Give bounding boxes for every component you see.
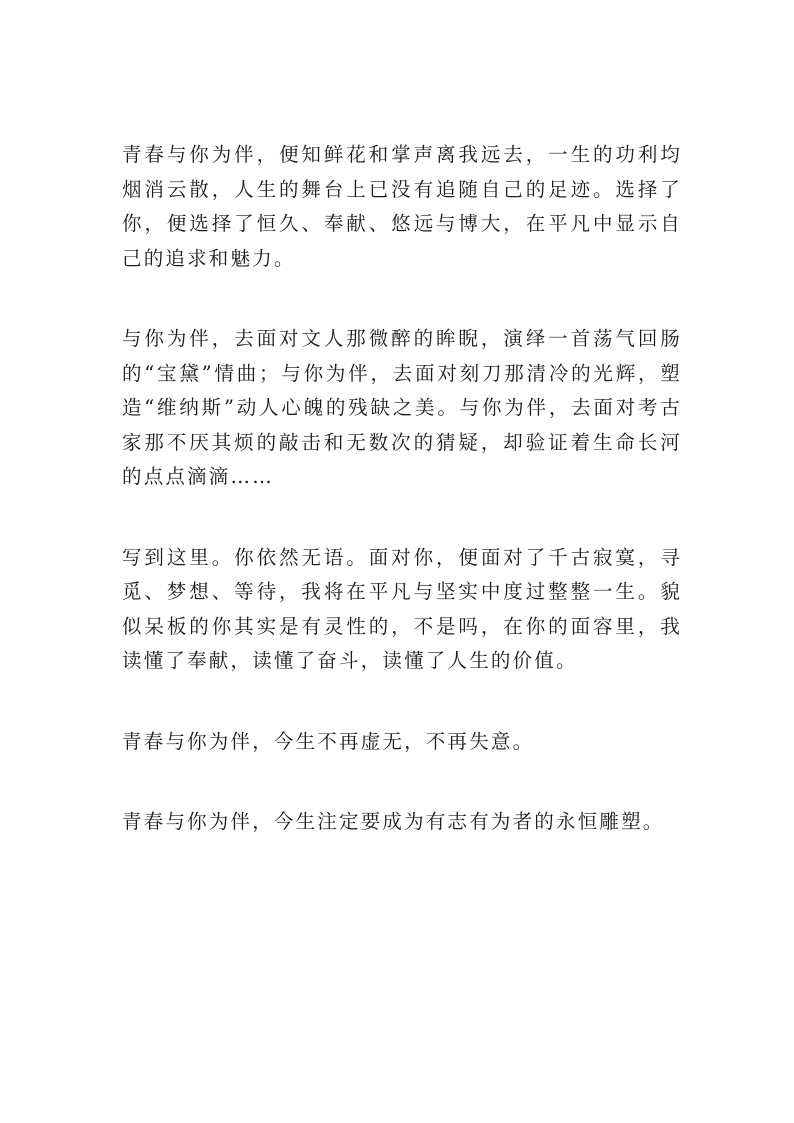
paragraph-3: 写到这里。你依然无语。面对你，便面对了千古寂寞，寻觅、梦想、等待，我将在平凡与坚实中度过整整一生。貌似呆板的你其实是有灵性的，不是吗，在你的面容里，我读懂了奉献，读懂了奋斗，读懂了人生的价值。	[122, 545, 682, 672]
paragraph-1: 青春与你为伴，便知鲜花和掌声离我远去，一生的功利均烟消云散，人生的舞台上已没有追随自己的足迹。选择了你，便选择了恒久、奉献、悠远与博大，在平凡中显示自己的追求和魅力。	[122, 143, 682, 270]
document-body	[122, 138, 682, 886]
paragraph-2: 与你为伴，去面对文人那微醉的眸睨，演绎一首荡气回肠的“宝黛”情曲；与你为伴，去面对刻刀那清冷的光辉，塑造“维纳斯”动人心魄的残缺之美。与你为伴，去面对考古家那不厌其烦的敲击和无数次的猜疑，却验证着生命长河的点点滴滴……	[122, 327, 682, 488]
paragraph-4: 青春与你为伴，今生不再虚无，不再失意。	[122, 729, 535, 753]
paragraph-5: 青春与你为伴，今生注定要成为有志有为者的永恒雕塑。	[122, 810, 665, 833]
